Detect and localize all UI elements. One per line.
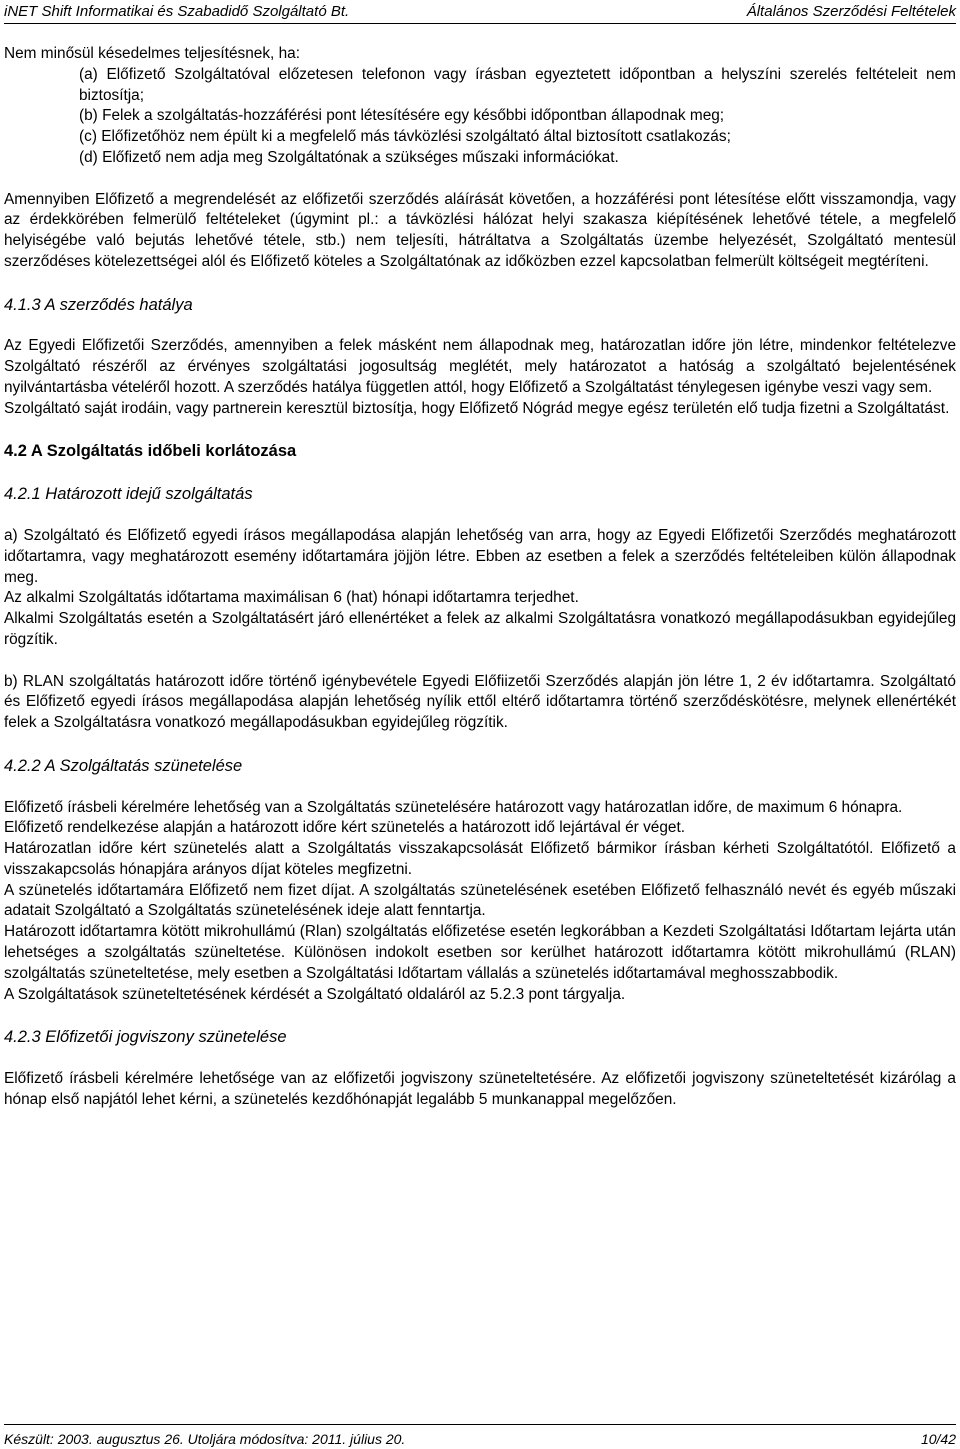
company-name: iNET Shift Informatikai és Szabadidő Szolgáltató Bt. [4, 3, 350, 20]
page-footer [4, 1424, 956, 1446]
section-title-4-2-3: 4.2.3 Előfizetői jogviszony szünetelése [4, 1028, 287, 1047]
section-title-4-2-2: 4.2.2 A Szolgáltatás szünetelése [4, 756, 243, 775]
s421-paragraph-2: Az alkalmi Szolgáltatás időtartama maximálisan 6 (hat) hónapi időtartamra terjedhet. [4, 589, 579, 607]
intro-paragraph: Amennyiben Előfizető a megrendelését az előfizetői szerződés aláírását követően, a hozzáférési pont létesítése előtt visszamondja, vagy az érdekkörében felmerülő feltételeket (úgymint pl.: a távközlési hálózat helyi szakasza kiépítésének lehetővé tétele, a megfelelő helyiségébe való bejutás lehetővé tétele, stb.) nem teljesíti, hátráltatva a Szolgáltatás üzembe helyezését, Szolgáltató mentesül szerződéses kötelezettségei alól és Előfizető köteles a Szolgáltatónak az időközben ezzel kapcsolatban felmerült költségeit megtéríteni. [4, 190, 956, 270]
s422-paragraph-3: Határozatlan időre kért szünetelés alatt a Szolgáltatás visszakapcsolását Előfizető bármikor írásban kérheti Szolgáltatótól. Előfizető a visszakapcsolás hónapjára arányos díjat köteles megfizetni. [4, 840, 956, 878]
footer-dates: Készült: 2003. augusztus 26. Utoljára módosítva: 2011. július 20. [4, 1431, 406, 1447]
s423-paragraph-1: Előfizető írásbeli kérelmére lehetősége van az előfizetői jogviszony szüneteltetésére. Az előfizetői jogviszony szüneteltetését kizárólag a hónap első napjától lehet kérni, a szünetelés kezdőhónapját legalább 5 munkanappal megelőzően. [4, 1070, 956, 1108]
s421-paragraph-4: b) RLAN szolgáltatás határozott időre történő igénybevétele Egyedi Előfiizetői Szerződés alapján jön létre 1, 2 év időtartamra. Szolgáltató és Előfizető egyedi írásos megállapodása alapján lehetőség nyílik ettől eltérő időtartamra történő szerződéskötésre, melynek ellenértékét felek a Szolgáltatásra vonatkozó megállapodásukban egyidejűleg rögzítik. [4, 672, 956, 732]
s422-paragraph-4: A szünetelés időtartamára Előfizető nem fizet díjat. A szolgáltatás szünetelésének esetében Előfizető felhasználó nevét és egyéb műszaki adatait Szolgáltató a Szolgáltatás szünetelésének ideje alatt fenntartja. [4, 881, 956, 920]
intro-lead: Nem minősül késedelmes teljesítésnek, ha: [4, 45, 300, 62]
s413-paragraph-1: Az Egyedi Előfizetői Szerződés, amennyiben a felek másként nem állapodnak meg, határozatlan időre jön létre, mindenkor feltételezve Szolgáltató részéről az érvényes szolgáltatási jogosultság meglétét, mely határozatot a hatóság a szolgáltató bejelentésének nyilvántartásba vételéről hozott. A szerződés hatálya független attól, hogy Előfizető a Szolgáltatást ténylegesen igénybe veszi vagy sem. [4, 337, 956, 396]
intro-item-a: (a) Előfizető Szolgáltatóval előzetesen telefonon vagy írásban egyeztetett időpontban a helyszíni szerelés feltételeit nem biztosítja; [79, 65, 956, 104]
s421-paragraph-3: Alkalmi Szolgáltatás esetén a Szolgáltatásért járó ellenértéket a felek az alkalmi Szolgáltatásra vonatkozó megállapodásukban egyidejűleg rögzítik. [4, 610, 956, 648]
intro-item-d: (d) Előfizető nem adja meg Szolgáltatónak a szükséges műszaki információkat. [79, 148, 619, 166]
footer-rule [4, 1424, 956, 1425]
section-title-4-2-1: 4.2.1 Határozott idejű szolgáltatás [4, 485, 253, 504]
header-rule [4, 23, 956, 24]
s421-paragraph-1: a) Szolgáltató és Előfizető egyedi írásos megállapodása alapján lehetőség van arra, hogy az Egyedi Előfizetői Szerződés meghatározott időtartamra, vagy meghatározott esemény időtartamára jöjjön létre. Ebben az esetben a felek a szerződés feltételeiben külön állapodnak meg. [4, 526, 956, 586]
intro-item-b: (b) Felek a szolgáltatás-hozzáférési pont létesítésére egy későbbi időpontban állapodnak meg; [79, 107, 725, 125]
s422-paragraph-6: A Szolgáltatások szüneteltetésének kérdését a Szolgáltató oldaláról az 5.2.3 pont tárgyalja. [4, 985, 626, 1003]
intro-item-c: (c) Előfizetőhöz nem épült ki a megfelelő más távközlési szolgáltató által biztosított csatlakozás; [79, 128, 731, 146]
section-title-4-2: 4.2 A Szolgáltatás időbeli korlátozása [4, 442, 297, 461]
s422-paragraph-5: Határozott időtartamra kötött mikrohullámú (Rlan) szolgáltatás előfizetése esetén legkorábban a Kezdeti Szolgáltatási Időtartam lejárta után lehetséges a szolgáltatás szüneltetése. Különösen indokolt esetben sor kerülhet határozott időtartamra kötött mikrohullámú (RLAN) szolgáltatás szüneteltetése, mely esetben a Szolgáltatási Időtartam vállalás a szünetelés időtartamával meghosszabbodik. [4, 923, 956, 982]
s413-paragraph-2: Szolgáltató saját irodáin, vagy partnerein keresztül biztosítja, hogy Előfizető Nógrád megye egész területén elő tudja fizetni a Szolgáltatást. [4, 399, 950, 417]
section-title-4-1-3: 4.1.3 A szerződés hatálya [4, 295, 193, 314]
document-title: Általános Szerződési Feltételek [746, 3, 956, 20]
page-header [4, 2, 956, 24]
document-body [4, 44, 956, 1111]
page-number: 10/42 [920, 1431, 956, 1447]
s422-paragraph-1: Előfizető írásbeli kérelmére lehetőség van a Szolgáltatás szünetelésére határozott vagy határozatlan időre, de maximum 6 hónapra. [4, 798, 903, 816]
s422-paragraph-2: Előfizető rendelkezése alapján a határozott időre kért szünetelés a határozott idő lejártával ér véget. [4, 819, 686, 837]
